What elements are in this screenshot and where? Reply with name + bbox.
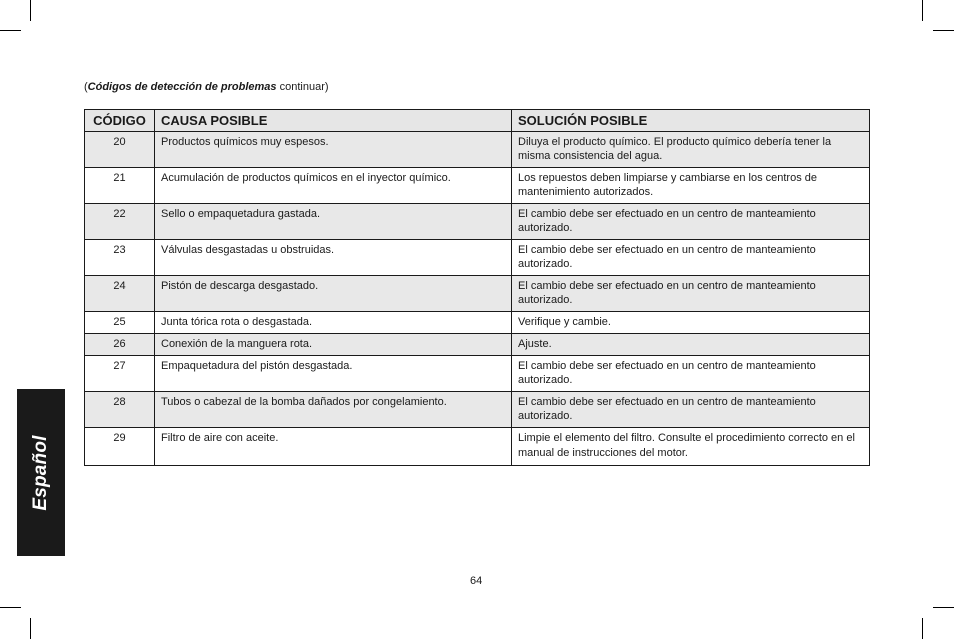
crop-mark (922, 618, 923, 639)
crop-mark (933, 30, 954, 31)
table-row (85, 276, 870, 312)
crop-mark (0, 607, 21, 608)
crop-mark (922, 0, 923, 21)
row-cause: Empaquetadura del pistón desgastada. (155, 356, 512, 392)
crop-mark (30, 618, 31, 639)
page-number: 64 (470, 575, 483, 587)
caption-suffix: continuar) (276, 81, 329, 93)
table-row (85, 204, 870, 240)
row-solution: El cambio debe ser efectuado en un centro de manteamiento autorizado. (512, 392, 870, 428)
row-solution: El cambio debe ser efectuado en un centro de manteamiento autorizado. (512, 276, 870, 312)
row-cause: Acumulación de productos químicos en el inyector químico. (155, 168, 512, 204)
row-cause: Productos químicos muy espesos. (155, 132, 512, 168)
header-cause: CAUSA POSIBLE (155, 110, 512, 132)
language-label: Español (30, 434, 51, 511)
troubleshooting-table (84, 109, 870, 466)
table-row (85, 392, 870, 428)
table-row (85, 132, 870, 168)
caption-title: Códigos de detección de problemas (87, 81, 277, 93)
row-solution: Los repuestos deben limpiarse y cambiarse en los centros de mantenimiento autorizados. (512, 168, 870, 204)
row-code: 28 (85, 392, 155, 428)
row-code: 24 (85, 276, 155, 312)
table-row (85, 428, 870, 466)
table-row (85, 356, 870, 392)
row-code: 26 (85, 334, 155, 356)
table-row (85, 240, 870, 276)
row-code: 25 (85, 312, 155, 334)
table-header-row (85, 110, 870, 132)
row-cause: Conexión de la manguera rota. (155, 334, 512, 356)
row-cause: Tubos o cabezal de la bomba dañados por congelamiento. (155, 392, 512, 428)
row-solution: Limpie el elemento del filtro. Consulte el procedimiento correcto en el manual de instrucciones del motor. (512, 428, 870, 466)
row-cause: Filtro de aire con aceite. (155, 428, 512, 466)
row-solution: El cambio debe ser efectuado en un centro de manteamiento autorizado. (512, 240, 870, 276)
row-code: 23 (85, 240, 155, 276)
row-code: 20 (85, 132, 155, 168)
row-solution: El cambio debe ser efectuado en un centro de manteamiento autorizado. (512, 204, 870, 240)
table-row (85, 168, 870, 204)
row-cause: Junta tórica rota o desgastada. (155, 312, 512, 334)
table-row (85, 334, 870, 356)
row-code: 27 (85, 356, 155, 392)
crop-mark (933, 607, 954, 608)
crop-mark (0, 30, 21, 31)
row-cause: Válvulas desgastadas u obstruidas. (155, 240, 512, 276)
row-solution: Ajuste. (512, 334, 870, 356)
language-side-tab (17, 389, 65, 556)
table-caption: (Códigos de detección de problemas continuar) (84, 81, 329, 93)
row-solution: Diluya el producto químico. El producto químico debería tener la misma consistencia del agua. (512, 132, 870, 168)
row-cause: Sello o empaquetadura gastada. (155, 204, 512, 240)
row-solution: El cambio debe ser efectuado en un centro de manteamiento autorizado. (512, 356, 870, 392)
header-solution: SOLUCIÓN POSIBLE (512, 110, 870, 132)
header-code: CÓDIGO (85, 110, 155, 132)
table-row (85, 312, 870, 334)
crop-mark (30, 0, 31, 21)
row-code: 22 (85, 204, 155, 240)
row-solution: Verifique y cambie. (512, 312, 870, 334)
row-code: 29 (85, 428, 155, 466)
row-code: 21 (85, 168, 155, 204)
row-cause: Pistón de descarga desgastado. (155, 276, 512, 312)
